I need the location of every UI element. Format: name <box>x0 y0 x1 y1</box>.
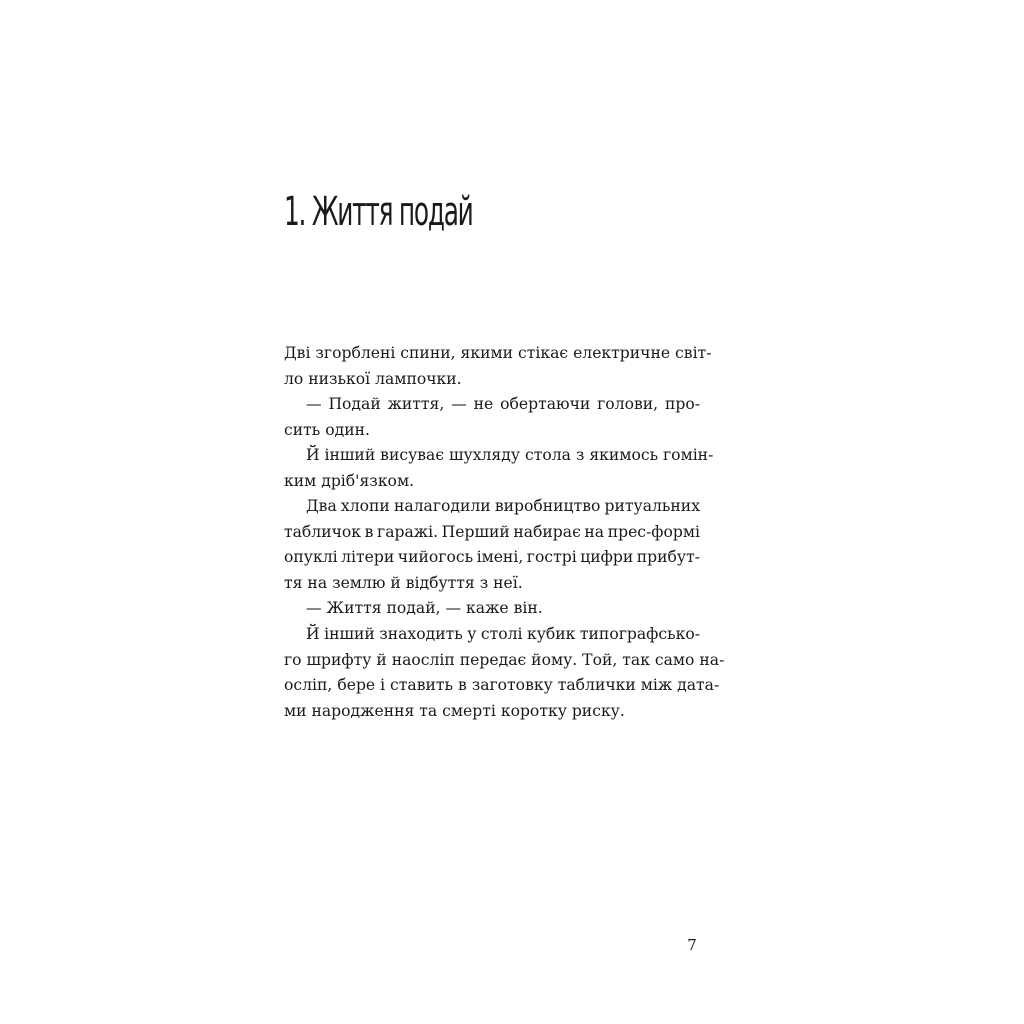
text-line: ким дріб'язком. <box>284 471 415 490</box>
text-line: осліп, бере і ставить в заготовку таблички між дата- <box>284 676 720 695</box>
text-line: ми народження та смерті коротку риску. <box>284 701 625 720</box>
text-line: Й інший висуває шухляду стола з якимось гомін- <box>306 446 714 465</box>
text-line: сить один. <box>284 420 370 439</box>
text-line: табличок в гаражі. Перший набирає на прес-формі <box>284 522 700 541</box>
text-line: Й інший знаходить у столі кубик типографсько- <box>306 625 700 644</box>
body-text <box>284 341 744 724</box>
text-line: тя на землю й відбуття з неї. <box>284 573 523 592</box>
text-line: — Подай життя, — не обертаючи голови, про- <box>306 395 700 414</box>
page-number: 7 <box>687 936 697 954</box>
text-line: — Життя подай, — каже він. <box>306 599 543 618</box>
chapter-title: 1. Життя подай <box>284 189 473 235</box>
text-line: Дві згорблені спини, якими стікає електричне світ- <box>284 344 712 362</box>
text-line: го шрифту й наосліп передає йому. Той, так само на- <box>284 650 725 669</box>
text-line: опуклі літери чийогось імені, гострі цифри прибут- <box>284 548 700 567</box>
text-line: Два хлопи налагодили виробництво ритуальних <box>306 497 700 516</box>
text-line: ло низької лампочки. <box>284 369 462 388</box>
